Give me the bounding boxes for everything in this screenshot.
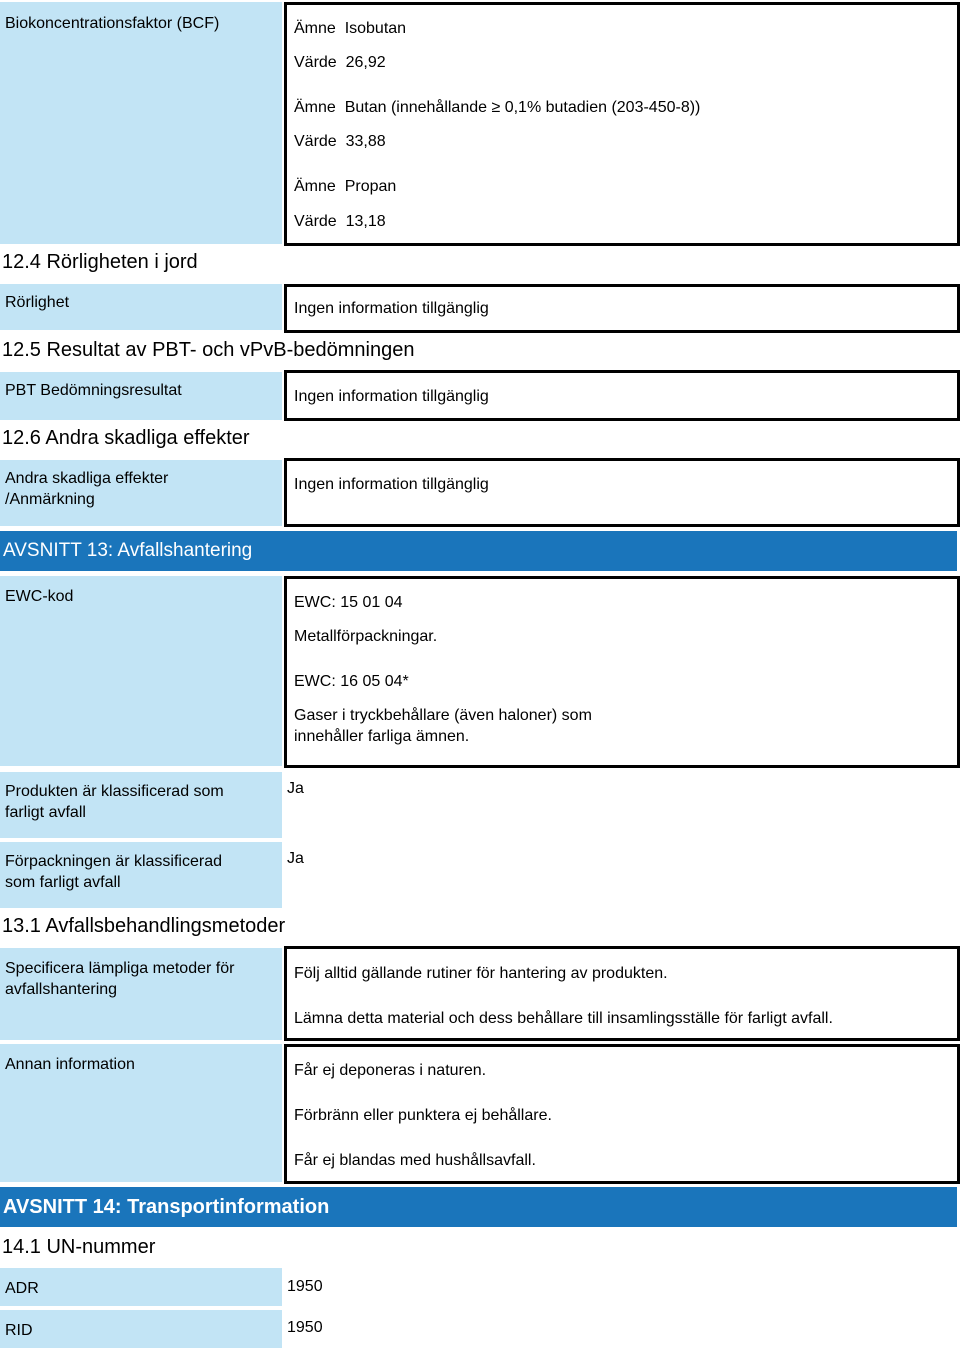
ewc-code-2-desc [294,705,592,747]
specificera-metoder-line1: Specificera lämpliga metoder för [5,960,235,977]
forpackning-klassificerad-line2: som farligt avfall [5,874,121,891]
andra-effekter-label-line2: /Anmärkning [5,491,95,508]
andra-effekter-label [0,460,282,526]
bcf-entry-1-varde: Värde 26,92 [294,54,386,71]
forpackning-klassificerad-value: Ja [287,850,304,867]
annan-information-label: Annan information [0,1044,282,1182]
andra-effekter-label-line1: Andra skadliga effekter [5,470,169,487]
ewc-code-2: EWC: 16 05 04* [294,673,409,690]
heading-12-6: 12.6 Andra skadliga effekter [2,427,250,449]
rid-value: 1950 [287,1319,323,1336]
produkt-klassificerad-line2: farligt avfall [5,804,86,821]
bcf-label-text: Biokoncentrationsfaktor (BCF) [5,15,220,32]
forpackning-klassificerad-line1: Förpackningen är klassificerad [5,853,222,870]
rorlighet-label: Rörlighet [0,284,282,330]
section-13-title: AVSNITT 13: Avfallshantering [0,531,957,571]
heading-12-4: 12.4 Rörligheten i jord [2,251,198,273]
specificera-metoder-value-1: Följ alltid gällande rutiner för hantering av produkten. [294,965,668,982]
andra-effekter-value: Ingen information tillgänglig [294,476,489,493]
bcf-entry-3-amne: Ämne Propan [294,178,397,195]
ewc-code-1: EWC: 15 01 04 [294,594,403,611]
ewc-code-2-desc-line2: innehåller farliga ämnen. [294,728,470,745]
produkt-klassificerad-value: Ja [287,780,304,797]
heading-12-5: 12.5 Resultat av PBT- och vPvB-bedömningen [2,339,415,361]
annan-information-value-1: Får ej deponeras i naturen. [294,1062,487,1079]
pbt-label: PBT Bedömningsresultat [0,372,282,420]
annan-information-value-3: Får ej blandas med hushållsavfall. [294,1152,536,1169]
specificera-metoder-value-2: Lämna detta material och dess behållare till insamlingsställe för farligt avfall. [294,1010,833,1027]
adr-label: ADR [0,1268,282,1306]
specificera-metoder-label [0,948,282,1040]
produkt-klassificerad-line1: Produkten är klassificerad som [5,783,224,800]
heading-14-1: 14.1 UN-nummer [2,1236,156,1258]
bcf-entry-1-amne: Ämne Isobutan [294,20,407,37]
ewc-code-1-desc: Metallförpackningar. [294,628,438,645]
bcf-label [0,2,282,244]
rid-label: RID [0,1310,282,1348]
ewc-code-2-desc-line1: Gaser i tryckbehållare (även haloner) som [294,707,592,724]
pbt-value: Ingen information tillgänglig [294,388,489,405]
annan-information-value-2: Förbränn eller punktera ej behållare. [294,1107,552,1124]
specificera-metoder-line2: avfallshantering [5,981,118,998]
bcf-entry-3-varde: Värde 13,18 [294,213,386,230]
forpackning-klassificerad-label [0,842,282,908]
produkt-klassificerad-label [0,772,282,838]
ewc-label: EWC-kod [0,576,282,766]
adr-value: 1950 [287,1278,323,1295]
rorlighet-value: Ingen information tillgänglig [294,300,489,317]
heading-13-1: 13.1 Avfallsbehandlingsmetoder [2,915,286,937]
section-14-title: AVSNITT 14: Transportinformation [0,1187,957,1227]
bcf-entry-2-amne: Ämne Butan (innehållande ≥ 0,1% butadien (203-450-8)) [294,99,701,116]
bcf-entry-2-varde: Värde 33,88 [294,133,386,150]
